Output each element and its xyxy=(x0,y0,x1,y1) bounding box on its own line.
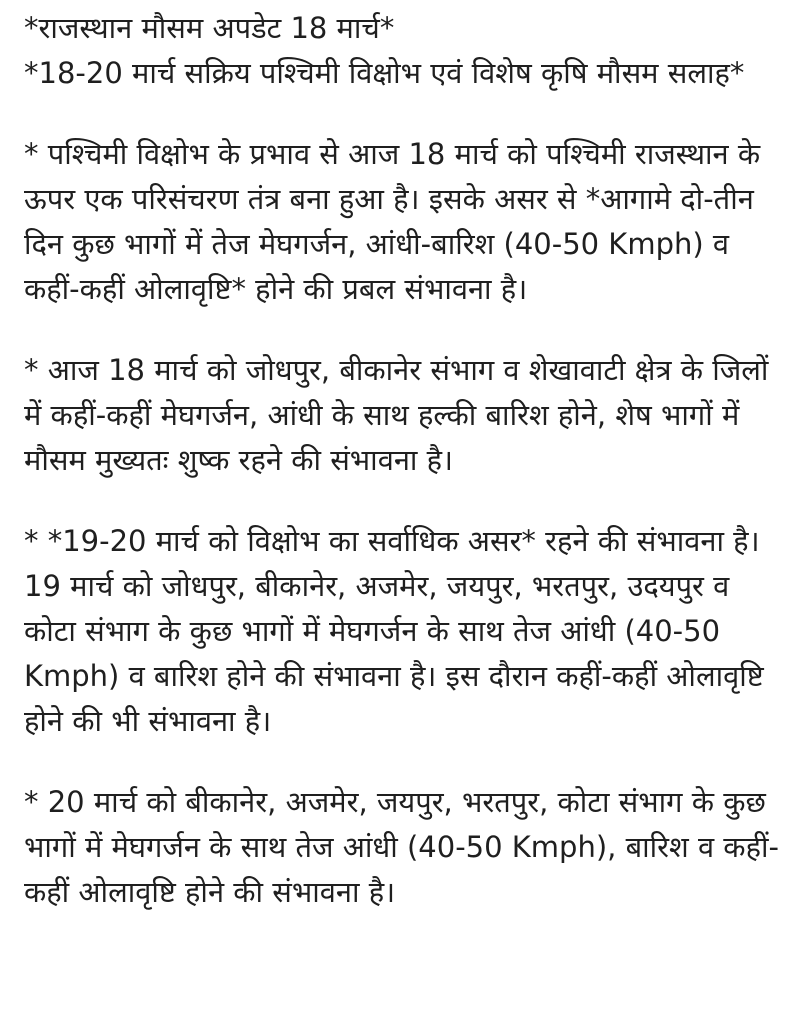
paragraph-gap xyxy=(24,483,784,519)
message-subtitle: *18-20 मार्च सक्रिय पश्चिमी विक्षोभ एवं विशेष कृषि मौसम सलाह* xyxy=(24,56,745,90)
paragraph-gap xyxy=(24,96,784,132)
message-title: *राजस्थान मौसम अपडेट 18 मार्च* xyxy=(24,11,395,45)
paragraph-gap xyxy=(24,744,784,780)
paragraph-march-18: * आज 18 मार्च को जोधपुर, बीकानेर संभाग व शेखावाटी क्षेत्र के जिलों में कहीं-कहीं मेघगर्जन, आंधी के साथ हल्की बारिश होने, शेष भागों में मौसम मुख्यतः शुष्क रहने की संभावना है। xyxy=(24,353,778,477)
paragraph-march-20: * 20 मार्च को बीकानेर, अजमेर, जयपुर, भरतपुर, कोटा संभाग के कुछ भागों में मेघगर्जन के साथ तेज आंधी (40-50 Kmph), बारिश व कहीं-कहीं ओलावृष्टि होने की संभावना है। xyxy=(24,785,779,909)
paragraph-march-19: * *19-20 मार्च को विक्षोभ का सर्वाधिक असर* रहने की संभावना है। 19 मार्च को जोधपुर, बीकानेर, अजमेर, जयपुर, भरतपुर, उदयपुर व कोटा संभाग के कुछ भागों में मेघगर्जन के साथ तेज आंधी (40-50 Kmph) व बारिश होने की संभावना है। इस दौरान कहीं-कहीं ओलावृष्टि होने की भी संभावना है। xyxy=(24,524,773,738)
paragraph-gap xyxy=(24,312,784,348)
paragraph-western-disturbance: * पश्चिमी विक्षोभ के प्रभाव से आज 18 मार्च को पश्चिमी राजस्थान के ऊपर एक परिसंचरण तंत्र बना हुआ है। इसके असर से *आगामे दो-तीन दिन कुछ भागों में तेज मेघगर्जन, आंधी-बारिश (40-50 Kmph) व कहीं-कहीं ओलावृष्टि* होने की प्रबल संभावना है। xyxy=(24,137,770,306)
